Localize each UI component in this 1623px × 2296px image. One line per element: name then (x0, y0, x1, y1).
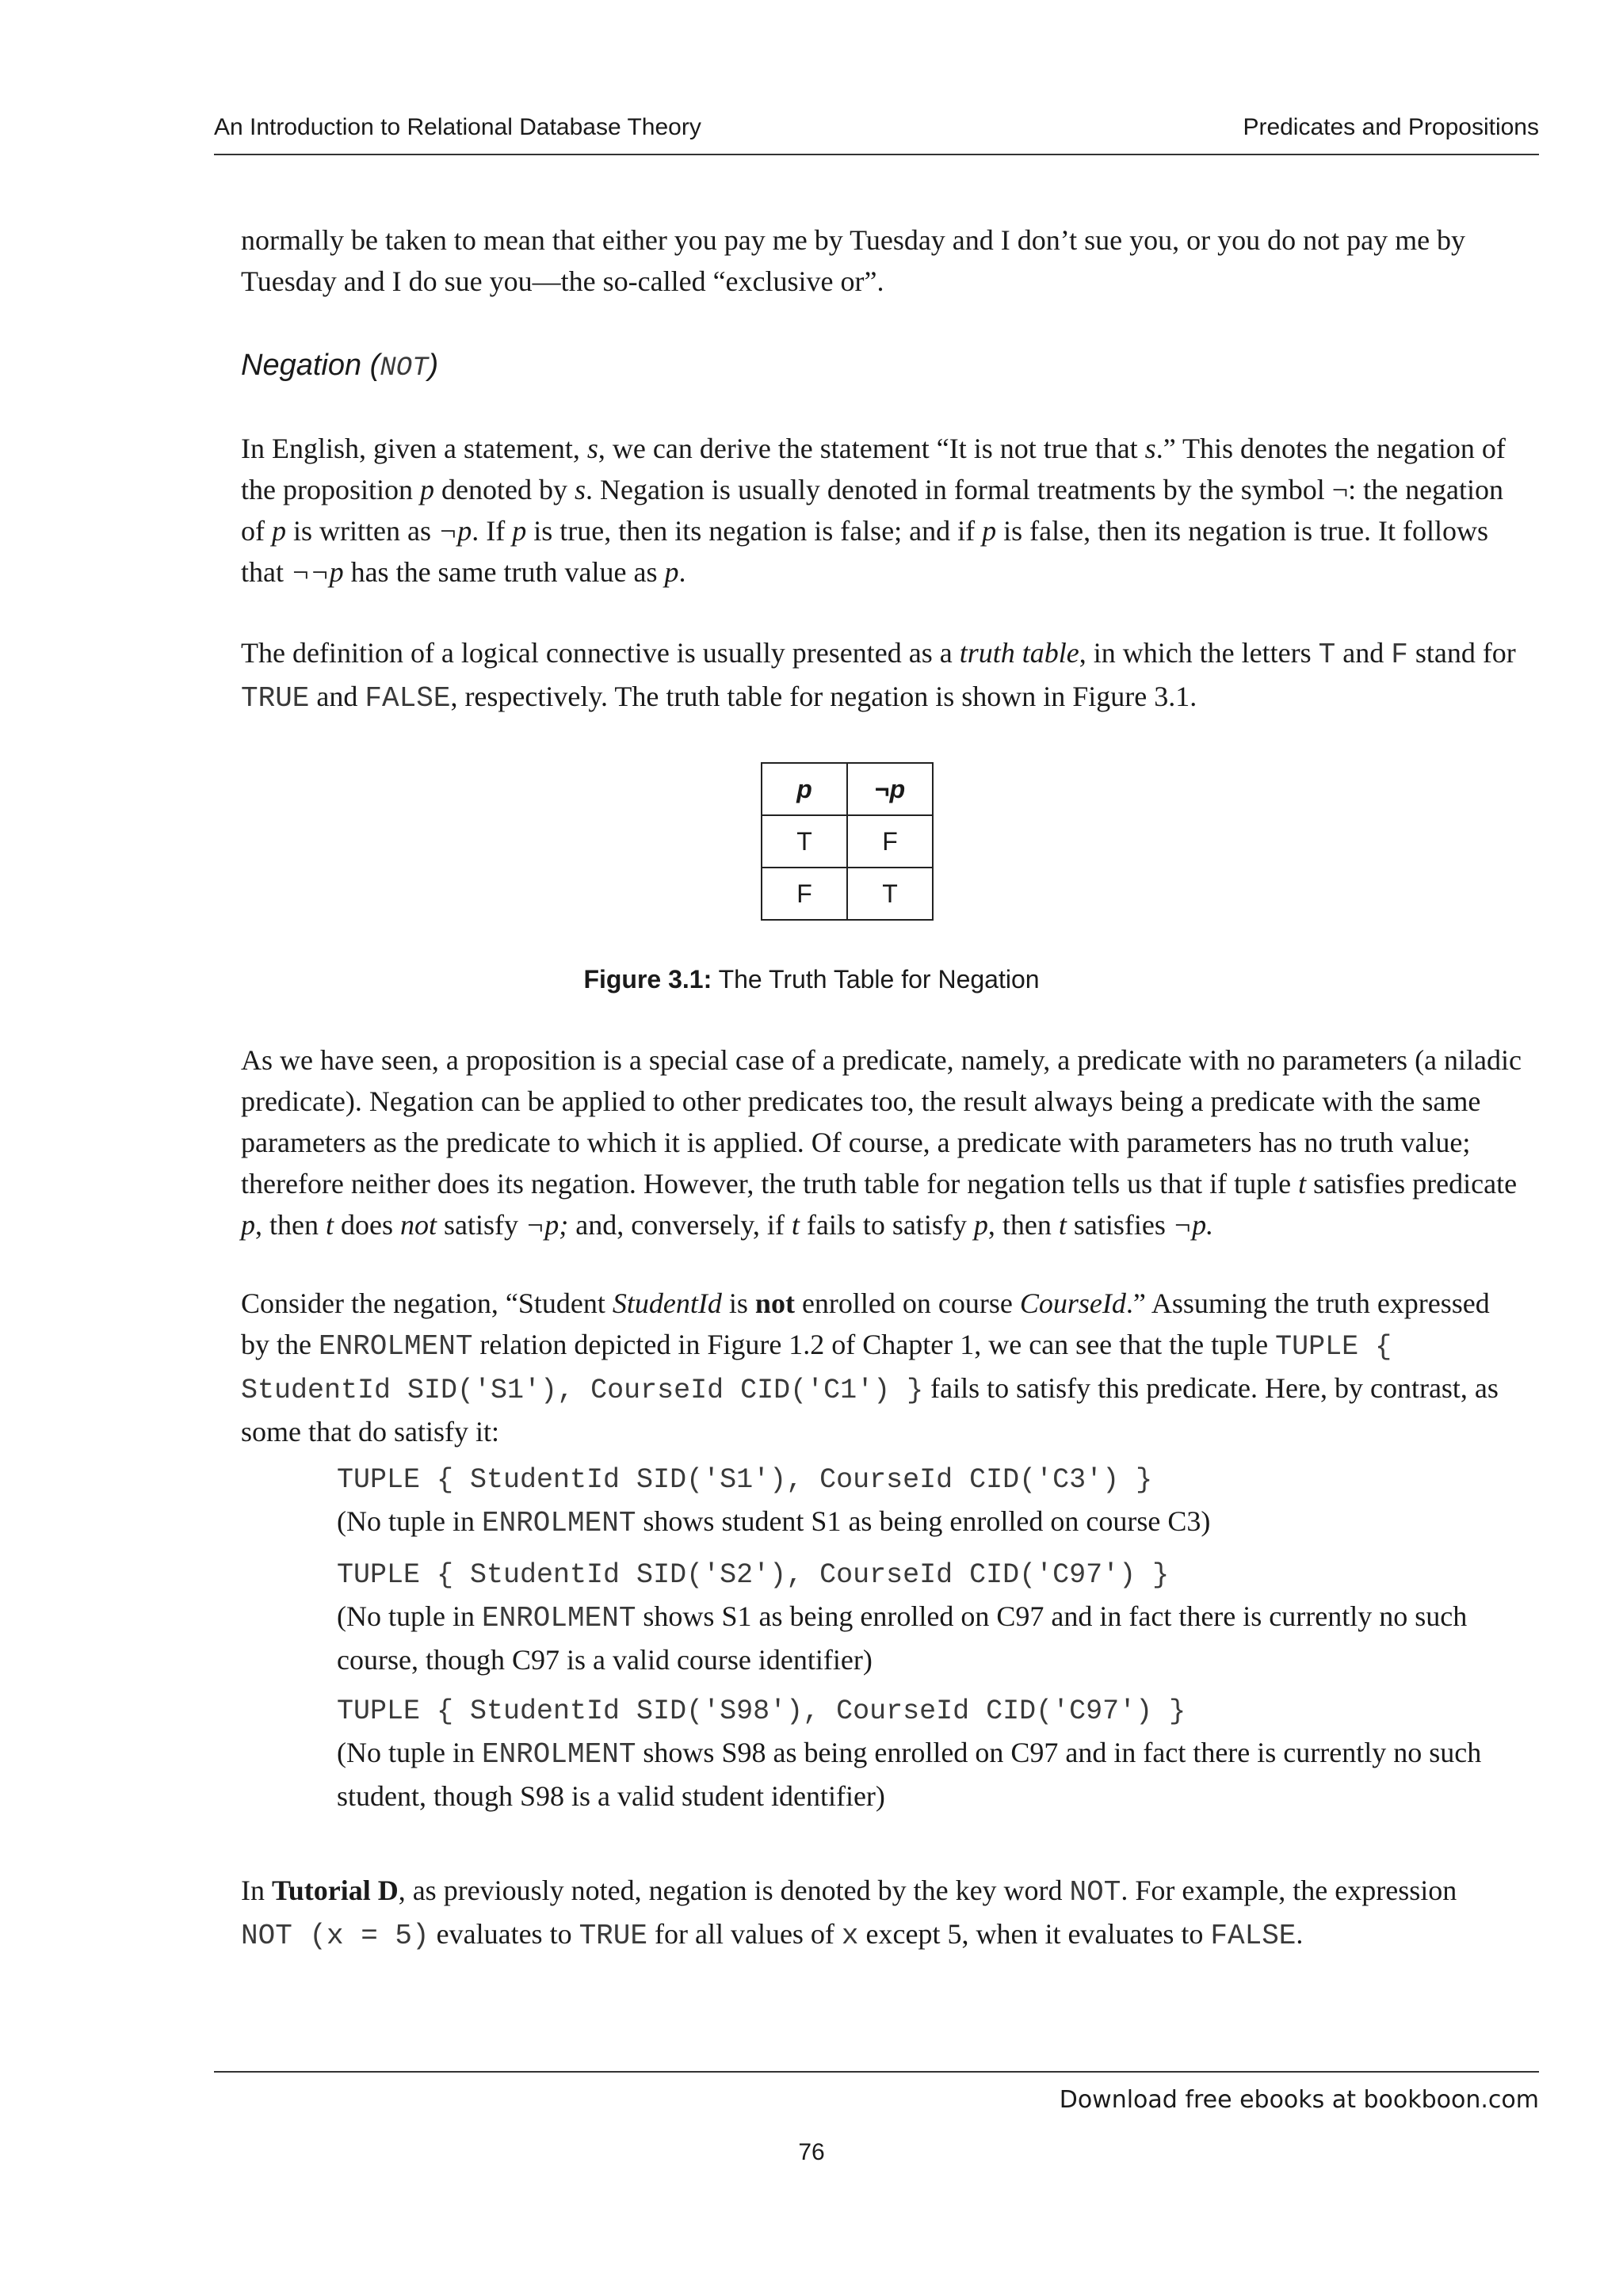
paragraph-negation-definition: In English, given a statement, s, we can derive the statement “It is not true that s.” This denotes the negation of the proposition p denoted by s. Negation is usually denoted in formal treatments by the symbol ¬: the negation of p is written as ¬p. If p is true, then its negation is false; and if p is false, then its negation is true. It follows that ¬¬p has the same truth value as p. (241, 433, 1506, 588)
tuple-code: TUPLE { StudentId SID('S1'), CourseId CID('C3') } (337, 1464, 1153, 1496)
tuple-code: TUPLE { StudentId SID('S2'), CourseId CID('C97') } (337, 1559, 1170, 1591)
footer-download-link[interactable]: Download free ebooks at bookboon.com (1059, 2086, 1539, 2114)
tuple-example (337, 1459, 1526, 1544)
section-heading-negation: Negation (NOT) (241, 349, 439, 383)
paragraph-enrolment-example: Consider the negation, “Student StudentId is not enrolled on course CourseId.” Assuming the truth expressed by the ENROLMENT relation depicted in Figure 1.2 of Chapter 1, we can see that the tuple TUPLE { StudentId SID('S1'), CourseId CID('C1') } fails to satisfy this predicate. Here, by contrast, as some that do satisfy it: (241, 1287, 1499, 1447)
footer-rule (214, 2071, 1539, 2073)
paragraph-truth-table-intro: The definition of a logical connective is usually presented as a truth table, in which the letters T and F stand for TRUE and FALSE, respectively. The truth table for negation is shown in Figure 3.1. (241, 637, 1516, 715)
table-header-cell: p (762, 763, 847, 815)
running-header-book-title: An Introduction to Relational Database Theory (214, 114, 701, 140)
tuple-example (337, 1691, 1526, 1817)
paragraph-exclusive-or: normally be taken to mean that either you pay me by Tuesday and I don’t sue you, or you do not pay me by Tuesday and I do sue you—the so-called “exclusive or”. (241, 224, 1466, 297)
table-header-row (762, 763, 933, 815)
table-cell: F (847, 815, 933, 868)
paragraph-predicate-negation: As we have seen, a proposition is a special case of a predicate, namely, a predicate with no parameters (a niladic predicate). Negation can be applied to other predicates too, the result always being a predicate with the same parameters as the predicate to which it is applied. Of course, a predicate with parameters has no truth value; therefore neither does its negation. However, the truth table for negation tells us that if tuple t satisfies predicate p, then t does not satisfy ¬p; and, conversely, if t fails to satisfy p, then t satisfies ¬p. (241, 1044, 1522, 1241)
table-cell: T (762, 815, 847, 868)
table-row (762, 815, 933, 868)
tuple-note: (No tuple in ENROLMENT shows S98 as being enrolled on C97 and in fact there is currently no such student, though S98 is a valid student identifier) (337, 1737, 1482, 1812)
table-header-cell: ¬p (847, 763, 933, 815)
page-number: 76 (798, 2139, 825, 2165)
table-cell: F (762, 868, 847, 920)
tuple-note: (No tuple in ENROLMENT shows S1 as being enrolled on C97 and in fact there is currently no such course, though C97 is a valid course identifier) (337, 1600, 1468, 1676)
tuple-example (337, 1554, 1526, 1680)
running-header-chapter-title: Predicates and Propositions (1243, 114, 1539, 140)
header-rule (214, 154, 1539, 155)
table-cell: T (847, 868, 933, 920)
table-row (762, 868, 933, 920)
tuple-note: (No tuple in ENROLMENT shows student S1 as being enrolled on course C3) (337, 1505, 1211, 1539)
negation-truth-table (761, 762, 934, 921)
keyword-not: NOT (380, 353, 429, 383)
figure-caption: Figure 3.1: The Truth Table for Negation (583, 965, 1040, 994)
paragraph-tutorial-d-not: In Tutorial D, as previously noted, negation is denoted by the key word NOT. For example, the expression NOT (x = 5) evaluates to TRUE for all values of x except 5, when it evaluates to FALSE. (241, 1875, 1457, 1952)
tuple-code: TUPLE { StudentId SID('S98'), CourseId CID('C97') } (337, 1695, 1186, 1727)
